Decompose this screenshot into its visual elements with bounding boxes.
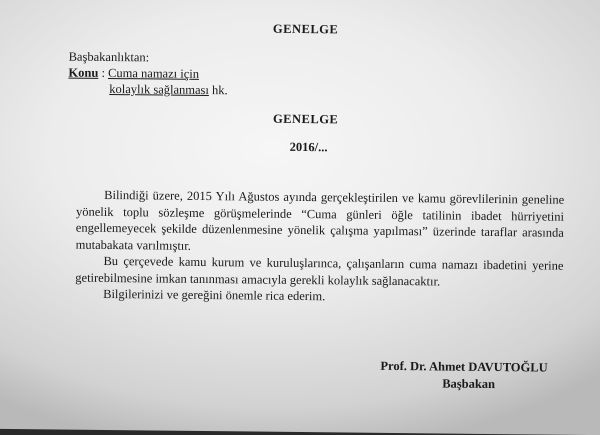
subject-line-2 — [109, 82, 228, 98]
document-number: 2016/... — [289, 139, 328, 155]
subject-text-line1: Cuma namazı için — [108, 65, 200, 81]
addressee: Başbakanlıktan: — [68, 49, 150, 65]
subject-text-line2: kolaylık sağlanması — [109, 81, 210, 98]
body-paragraph: Bilindiği üzere, 2015 Yılı Ağustos ayında gerçekleştirilen ve kamu görevlilerinin geneline yönelik toplu sözleşme görüşmelerinde “Cuma günleri öğle tatilinin ibadet hürriyetini engellemeyecek şekilde düzenlenmesine yönelik çalışma yapılması” üzerinde taraflar arasında mutabakata varılmıştır. — [75, 187, 565, 253]
document-body — [75, 187, 564, 308]
document-title: GENELGE — [272, 21, 339, 37]
document-subtitle: GENELGE — [272, 111, 339, 127]
subject-line — [68, 66, 199, 82]
signer-title: Başbakan — [442, 376, 496, 392]
body-paragraph: Bilgilerinizi ve gereğini önemle rica ederim. — [103, 286, 326, 304]
subject-label: Konu — [68, 65, 99, 80]
signer-name: Prof. Dr. Ahmet DAVUTOĞLU — [380, 358, 548, 375]
subject-suffix: hk. — [208, 83, 228, 98]
subject-separator: : — [98, 65, 109, 80]
body-paragraph: Bu çerçevede kamu kurum ve kuruluşlarınca, çalışanların cuma namazı ibadetini yerine getirebilmesine imkan tanınması amacıyla gerekli kolaylık sağlanacaktır. — [75, 253, 564, 288]
